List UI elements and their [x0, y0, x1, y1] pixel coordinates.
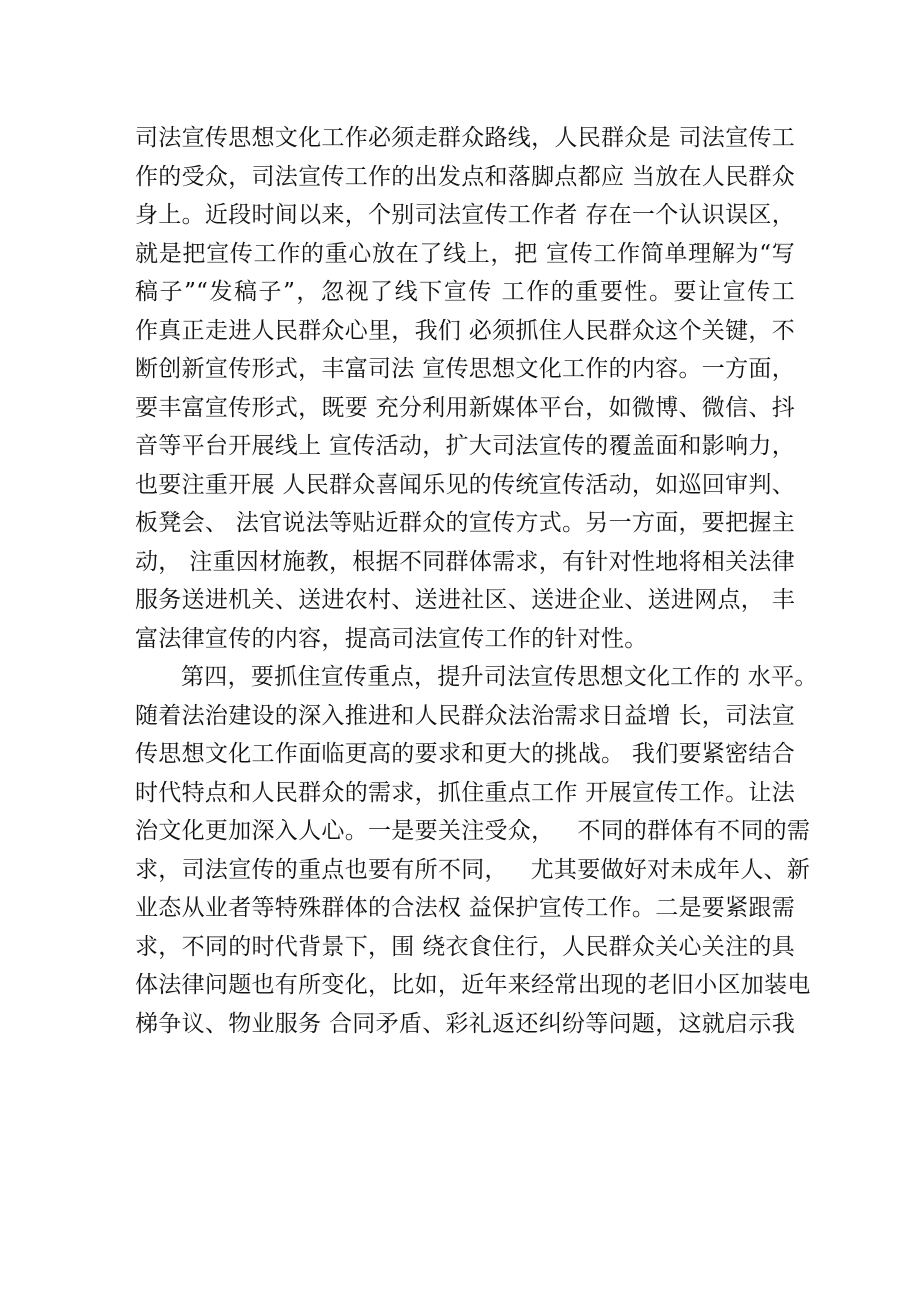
- text-line: 音等平台开展线上 宣传活动，扩大司法宣传的覆盖面和影响力，: [135, 433, 796, 459]
- text-line: 第四，要抓住宣传重点，提升司法宣传思想文化工作的 水平。: [181, 664, 818, 690]
- text-line: 服务送进机关、送进农村、送进社区、送进企业、送进网点， 丰: [135, 587, 796, 613]
- text-line: 身上。近段时间以来，个别司法宣传工作者 存在一个认识误区，: [135, 202, 796, 228]
- text-line: 治文化更加深入人心。一是要关注受众， 不同的群体有不同的需: [135, 818, 811, 844]
- text-line: 求，不同的时代背景下，围 绕衣食住行，人民群众关心关注的具: [135, 933, 796, 960]
- text-line: 要丰富宣传形式，既要 充分利用新媒体平台，如微博、微信、抖: [135, 394, 796, 421]
- text-line: 动， 注重因材施教，根据不同群体需求，有针对性地将相关法律: [135, 548, 796, 575]
- text-line: 板凳会、 法官说法等贴近群众的宣传方式。另一方面，要把握主: [135, 510, 796, 536]
- text-line: 业态从业者等特殊群体的合法权 益保护宣传工作。二是要紧跟需: [135, 895, 796, 921]
- text-line: 稿子”“发稿子”，忽视了线下宣传 工作的重要性。要让宣传工: [135, 279, 795, 305]
- text-line: 作的受众，司法宣传工作的出发点和落脚点都应 当放在人民群众: [135, 163, 796, 190]
- body-text: [135, 119, 818, 1043]
- text-line: 司法宣传思想文化工作必须走群众路线，人民群众是 司法宣传工: [135, 125, 796, 151]
- text-line: 随着法治建设的深入推进和人民群众法治需求日益增 长，司法宣: [135, 702, 796, 729]
- text-line: 梯争议、物业服务 合同矛盾、彩礼返还纠纷等问题，这就启示我: [135, 1010, 796, 1037]
- text-line: 求，司法宣传的重点也要有所不同， 尤其要做好对未成年人、新: [135, 856, 811, 883]
- text-line: 就是把宣传工作的重心放在了线上，把 宣传工作简单理解为“写: [135, 240, 795, 267]
- text-line: 传思想文化工作面临更高的要求和更大的挑战。 我们要紧密结合: [135, 741, 796, 767]
- paragraph-1: [135, 119, 795, 658]
- text-line: 作真正走进人民群众心里，我们 必须抓住人民群众这个关键，不: [135, 317, 796, 344]
- text-line: 体法律问题也有所变化，比如，近年来经常出现的老旧小区加装电: [135, 972, 811, 998]
- text-line: 富法律宣传的内容，提高司法宣传工作的针对性。: [135, 625, 648, 652]
- text-line: 断创新宣传形式，丰富司法 宣传思想文化工作的内容。一方面，: [135, 356, 796, 382]
- text-line: 也要注重开展 人民群众喜闻乐见的传统宣传活动，如巡回审判、: [135, 471, 796, 498]
- text-line: 时代特点和人民群众的需求，抓住重点工作 开展宣传工作。让法: [135, 779, 796, 806]
- paragraph-2: [135, 658, 818, 1043]
